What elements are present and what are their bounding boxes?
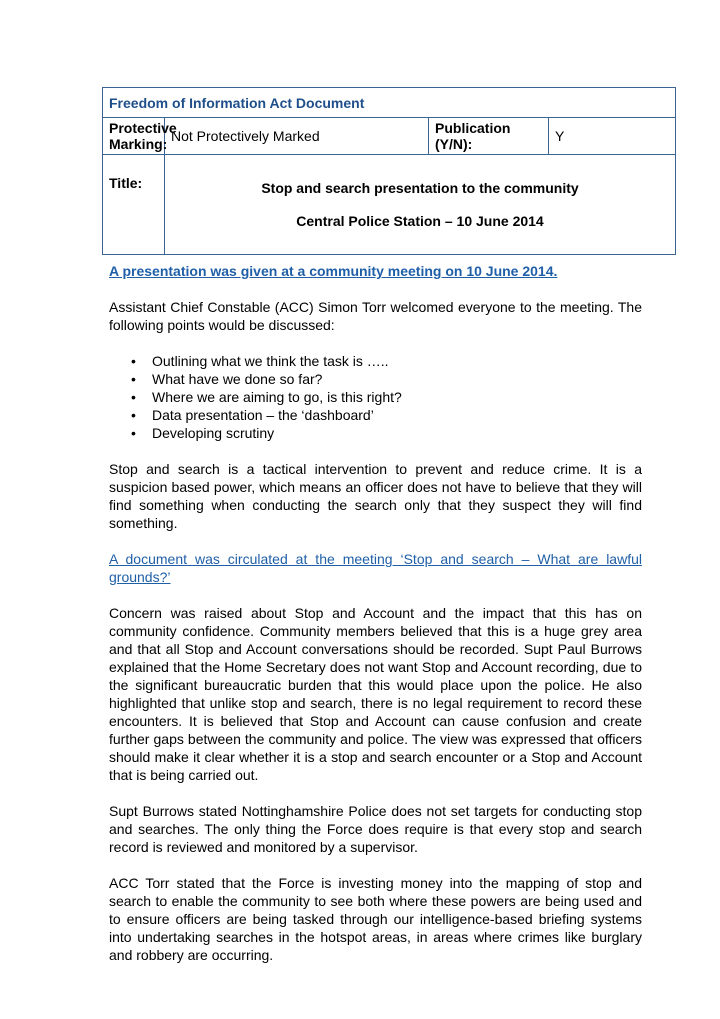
list-item: • What have we done so far? <box>131 371 323 387</box>
bullet-icon: • <box>131 389 136 405</box>
document-type-title: Freedom of Information Act Document <box>103 88 676 118</box>
bullet-icon: • <box>131 371 136 387</box>
title-value <box>165 155 676 255</box>
title-line-2: Central Police Station – 10 June 2014 <box>296 212 544 229</box>
intro-paragraph: Assistant Chief Constable (ACC) Simon Torr welcomed everyone to the meeting. The following points would be discussed: <box>109 299 642 333</box>
publication-value: Y <box>549 118 676 155</box>
bullet-icon: • <box>131 407 136 423</box>
bullet-icon: • <box>131 353 136 369</box>
bullet-icon: • <box>131 425 136 441</box>
document-body <box>109 262 642 982</box>
mapping-paragraph: ACC Torr stated that the Force is investing money into the mapping of stop and search to enable the community to see both where these powers are being used and to ensure officers are being tasked through our intelligence-based briefing systems into undertaking searches in the hotspot areas, in areas where crimes like burglary and robbery are occurring. <box>109 875 642 963</box>
presentation-heading-link[interactable]: A presentation was given at a community meeting on 10 June 2014. <box>109 263 558 279</box>
discussion-points-list <box>109 352 642 442</box>
targets-paragraph: Supt Burrows stated Nottinghamshire Police does not set targets for conducting stop and searches. The only thing the Force does require is that every stop and search record is reviewed and monitored by a supervisor. <box>109 803 642 855</box>
foi-header-table <box>102 87 676 255</box>
stop-search-paragraph: Stop and search is a tactical intervention to prevent and reduce crime. It is a suspicion based power, which means an officer does not have to believe that they will find something when conducting the search only that they suspect they will find something. <box>109 461 642 531</box>
list-item: • Where we are aiming to go, is this right? <box>131 389 402 405</box>
publication-label: Publication (Y/N): <box>429 118 549 155</box>
list-item: • Data presentation – the ‘dashboard’ <box>131 407 374 423</box>
protective-marking-label: Protective Marking: <box>103 118 165 155</box>
lawful-grounds-document-link[interactable]: A document was circulated at the meeting ‘Stop and search – What are lawful grounds?’ <box>109 551 642 585</box>
title-line-1: Stop and search presentation to the community <box>261 179 579 196</box>
list-item: • Developing scrutiny <box>131 425 275 441</box>
list-item: • Outlining what we think the task is ….. <box>131 353 389 369</box>
title-label: Title: <box>103 155 165 255</box>
concern-paragraph: Concern was raised about Stop and Account and the impact that this has on community confidence. Community members believed that this is a huge grey area and that all Stop and Account conversations should be recorded. Supt Paul Burrows explained that the Home Secretary does not want Stop and Account recording, due to the significant bureaucratic burden that this would place upon the police. He also highlighted that unlike stop and search, there is no legal requirement to record these encounters. It is believed that Stop and Account can cause confusion and create further gaps between the community and police. The view was expressed that officers should make it clear whether it is a stop and search encounter or a Stop and Account that is being carried out. <box>109 605 642 783</box>
protective-marking-value: Not Protectively Marked <box>165 118 429 155</box>
